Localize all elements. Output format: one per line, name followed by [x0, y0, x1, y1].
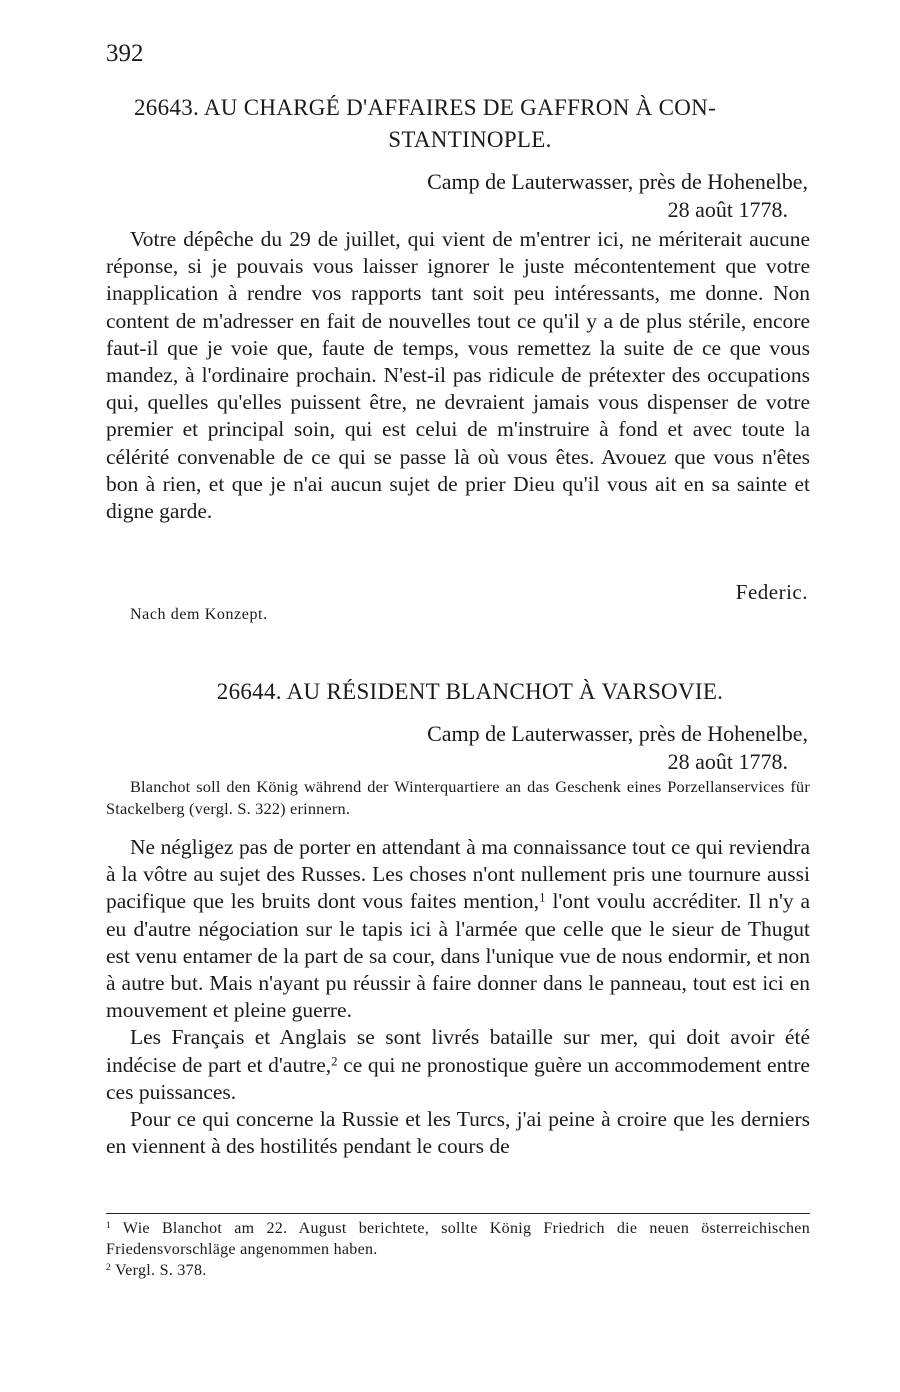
letter-heading-26644: 26644. AU RÉSIDENT BLANCHOT À VARSOVIE. [216, 679, 724, 704]
page-number: 392 [106, 40, 144, 67]
paragraph-3: Pour ce qui concerne la Russie et les Turcs, j'ai peine à croire que les derniers en viennent à des hostilités pendant le cours de [106, 1107, 810, 1159]
heading-line-2: STANTINOPLE. [388, 127, 552, 152]
footnote-mark: 2 [106, 1262, 112, 1274]
signature: Federic. [735, 580, 808, 604]
footnote-text: Vergl. S. 378. [111, 1262, 207, 1279]
letter-heading-26643 [120, 92, 820, 156]
text-run: ce qui ne pronostique guère un accommodement entre ces puissances. [106, 1052, 810, 1104]
text-run: Les Français et Anglais se sont livrés bataille sur mer, qui doit avoir été indécise de part et d'autre, [106, 1025, 810, 1077]
paragraph-1 [106, 834, 810, 1024]
german-note: Blanchot soll den König während der Winterquartiere an das Geschenk eines Porzellanservices für Stackelberg (vergl. S. 322) erinnern. [106, 777, 810, 818]
footnote-rule [106, 1213, 810, 1214]
date-line: 28 août 1778. [667, 749, 788, 774]
footnotes [106, 1218, 810, 1281]
letter-body-26643 [106, 226, 810, 525]
footnote-mark: 1 [106, 1220, 112, 1232]
place-line: Camp de Lauterwasser, près de Hohenelbe, [427, 721, 808, 746]
paragraph-2 [106, 1024, 810, 1106]
place-line: Camp de Lauterwasser, près de Hohenelbe, [427, 169, 808, 194]
footnote-ref-1: 1 [539, 890, 546, 905]
heading-line-1: 26643. AU CHARGÉ D'AFFAIRES DE GAFFRON À CON- [134, 95, 717, 120]
paragraph: Votre dépêche du 29 de juillet, qui vient de m'entrer ici, ne mériterait aucune réponse, si je pouvais vous laisser ignorer le juste mécontentement que votre inapplication à rendre vos rapports tant soit peu intéressants, me donne. Non content de m'adresser en fait de nouvelles tout ce qu'il y a de plus stérile, encore faut-il que je voie que, faute de temps, vous remettez la suite de ce que vous mandez, à l'ordinaire prochain. N'est-il pas ridicule de prétexter des occupations qui, quelles qu'elles puissent être, ne devraient jamais vous dispenser de votre premier et principal soin, qui est celui de m'instruire à fond et avec toute la célérité convenable de ce qui se passe là où vous êtes. Avouez que vous n'êtes bon à rien, et que je n'ai aucun sujet de prier Dieu qu'il vous ait en sa sainte et digne garde. [106, 227, 810, 524]
place-and-date-26644 [427, 720, 808, 776]
letter-body-26644 [106, 834, 810, 1160]
source-note: Nach dem Konzept. [130, 606, 268, 623]
footnote-ref-2: 2 [331, 1054, 338, 1069]
footnote-text: Wie Blanchot am 22. August berichtete, sollte König Friedrich die neuen österreichischen Friedensvorschläge angenommen haben. [106, 1220, 810, 1258]
footnote-2 [106, 1260, 810, 1281]
footnote-1 [106, 1218, 810, 1260]
text-run: l'ont voulu accréditer. Il n'y a eu d'autre négociation sur le tapis ici à l'armée que celle que le sieur de Thugut est venu entamer de la part de sa cour, dans l'unique vue de nous endormir, et non à autre but. Mais n'ayant pu réussir à faire donner dans le panneau, tout est ici en mouvement et pleine guerre. [106, 889, 811, 1023]
place-and-date-26643 [427, 168, 808, 224]
editorial-summary [106, 776, 810, 820]
text-run: Ne négligez pas de porter en attendant à ma connaissance tout ce qui reviendra à la vôtre au sujet des Russes. Les choses n'ont nullement pris une tournure aussi pacifique que les bruits dont vous faites mention, [106, 835, 810, 914]
date-line: 28 août 1778. [667, 197, 788, 222]
